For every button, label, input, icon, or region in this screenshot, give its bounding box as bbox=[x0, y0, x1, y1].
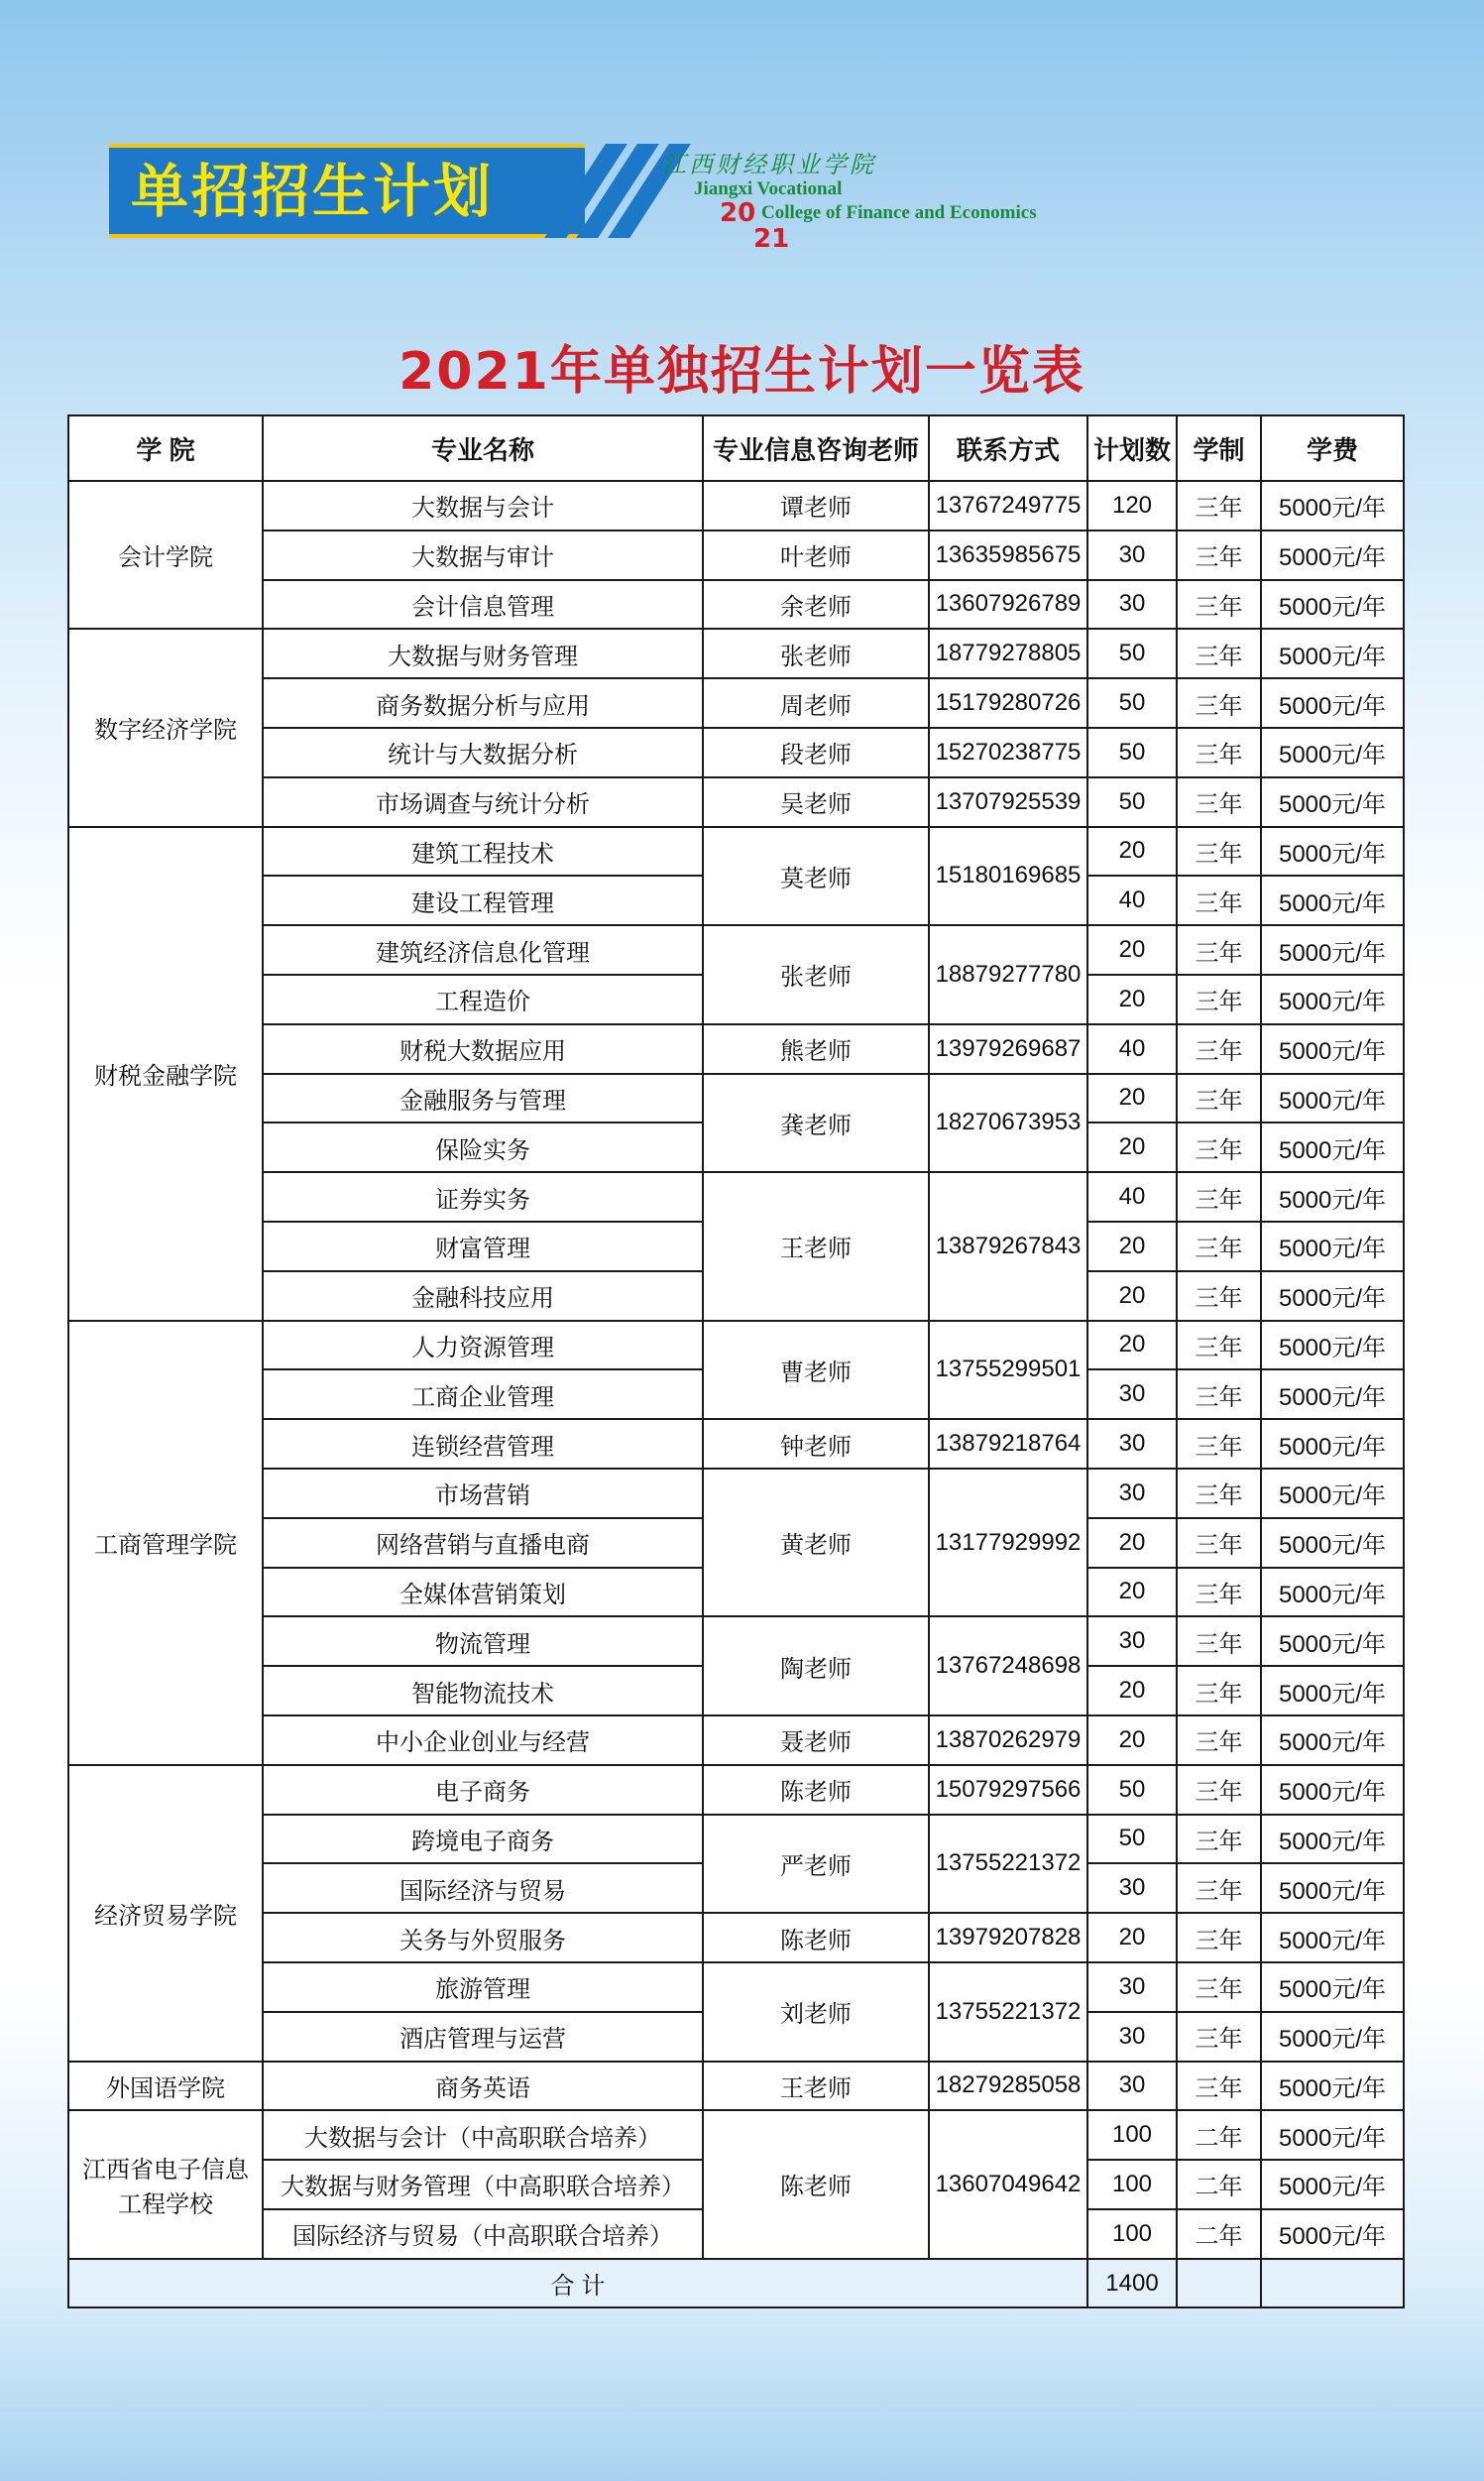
years-cell: 三年 bbox=[1177, 580, 1261, 630]
table-row bbox=[68, 1962, 1404, 2012]
phone-cell: 13767248698 bbox=[929, 1616, 1087, 1715]
phone-cell: 13767249775 bbox=[929, 481, 1087, 531]
major-cell: 工商企业管理 bbox=[263, 1369, 703, 1419]
phone-cell: 15180169685 bbox=[929, 827, 1087, 926]
plan-cell: 50 bbox=[1087, 728, 1177, 777]
fee-cell: 5000元/年 bbox=[1261, 678, 1404, 728]
phone-cell: 13755221372 bbox=[929, 1962, 1087, 2062]
phone-cell: 13979207828 bbox=[929, 1913, 1087, 1962]
table-row bbox=[68, 777, 1404, 827]
header-fee: 学费 bbox=[1261, 415, 1404, 481]
major-cell: 人力资源管理 bbox=[263, 1321, 703, 1370]
plan-cell: 50 bbox=[1087, 1765, 1177, 1815]
phone-cell: 13755221372 bbox=[929, 1815, 1087, 1914]
teacher-cell: 熊老师 bbox=[703, 1024, 929, 1074]
teacher-cell: 刘老师 bbox=[703, 1962, 929, 2062]
fee-cell: 5000元/年 bbox=[1261, 2012, 1404, 2062]
major-cell: 建设工程管理 bbox=[263, 876, 703, 925]
fee-cell: 5000元/年 bbox=[1261, 1369, 1404, 1419]
teacher-cell: 谭老师 bbox=[703, 481, 929, 531]
teacher-cell: 张老师 bbox=[703, 925, 929, 1024]
major-cell: 保险实务 bbox=[263, 1122, 703, 1172]
plan-cell: 30 bbox=[1087, 1469, 1177, 1518]
phone-cell: 13607926789 bbox=[929, 580, 1087, 630]
phone-cell: 18879277780 bbox=[929, 925, 1087, 1024]
header-phone: 联系方式 bbox=[929, 415, 1087, 481]
years-cell: 三年 bbox=[1177, 1715, 1261, 1765]
fee-cell: 5000元/年 bbox=[1261, 531, 1404, 580]
major-cell: 全媒体营销策划 bbox=[263, 1568, 703, 1617]
years-cell: 三年 bbox=[1177, 1962, 1261, 2012]
plan-cell: 20 bbox=[1087, 1122, 1177, 1172]
fee-cell: 5000元/年 bbox=[1261, 2110, 1404, 2160]
years-cell: 三年 bbox=[1177, 1419, 1261, 1469]
major-cell: 网络营销与直播电商 bbox=[263, 1518, 703, 1568]
college-cell: 经济贸易学院 bbox=[68, 1765, 263, 2062]
phone-cell: 13635985675 bbox=[929, 531, 1087, 580]
years-cell: 三年 bbox=[1177, 1122, 1261, 1172]
table-row bbox=[68, 728, 1404, 777]
teacher-cell: 王老师 bbox=[703, 1172, 929, 1320]
fee-cell: 5000元/年 bbox=[1261, 1321, 1404, 1370]
table-row bbox=[68, 827, 1404, 877]
major-cell: 跨境电子商务 bbox=[263, 1815, 703, 1864]
plan-cell: 30 bbox=[1087, 1863, 1177, 1913]
teacher-cell: 余老师 bbox=[703, 580, 929, 630]
major-cell: 连锁经营管理 bbox=[263, 1419, 703, 1469]
header-years: 学制 bbox=[1177, 415, 1261, 481]
major-cell: 大数据与财务管理 bbox=[263, 629, 703, 678]
fee-cell: 5000元/年 bbox=[1261, 2062, 1404, 2111]
plan-cell: 20 bbox=[1087, 1518, 1177, 1568]
teacher-cell: 叶老师 bbox=[703, 531, 929, 580]
fee-cell: 5000元/年 bbox=[1261, 975, 1404, 1024]
school-name-en-line2: College of Finance and Economics bbox=[761, 202, 1037, 223]
plan-cell: 20 bbox=[1087, 925, 1177, 975]
years-cell: 三年 bbox=[1177, 1469, 1261, 1518]
teacher-cell: 曹老师 bbox=[703, 1321, 929, 1420]
plan-cell: 30 bbox=[1087, 1419, 1177, 1469]
major-cell: 大数据与审计 bbox=[263, 531, 703, 580]
years-cell: 三年 bbox=[1177, 1913, 1261, 1962]
years-cell: 三年 bbox=[1177, 1321, 1261, 1370]
plan-cell: 20 bbox=[1087, 1321, 1177, 1370]
fee-cell: 5000元/年 bbox=[1261, 1568, 1404, 1617]
major-cell: 商务数据分析与应用 bbox=[263, 678, 703, 728]
teacher-cell: 陶老师 bbox=[703, 1616, 929, 1715]
table-row bbox=[68, 925, 1404, 975]
years-cell: 三年 bbox=[1177, 1222, 1261, 1271]
total-empty-cell bbox=[1177, 2259, 1261, 2308]
plan-cell: 30 bbox=[1087, 1369, 1177, 1419]
fee-cell: 5000元/年 bbox=[1261, 1962, 1404, 2012]
year-part2: 21 bbox=[753, 224, 790, 254]
plan-cell: 30 bbox=[1087, 1616, 1177, 1666]
major-cell: 市场营销 bbox=[263, 1469, 703, 1518]
plan-cell: 50 bbox=[1087, 1815, 1177, 1864]
plan-cell: 20 bbox=[1087, 1568, 1177, 1617]
table-row bbox=[68, 1469, 1404, 1518]
years-cell: 三年 bbox=[1177, 827, 1261, 877]
phone-cell: 18279285058 bbox=[929, 2062, 1087, 2111]
fee-cell: 5000元/年 bbox=[1261, 1815, 1404, 1864]
phone-cell: 18779278805 bbox=[929, 629, 1087, 678]
fee-cell: 5000元/年 bbox=[1261, 1074, 1404, 1123]
fee-cell: 5000元/年 bbox=[1261, 481, 1404, 531]
major-cell: 证券实务 bbox=[263, 1172, 703, 1222]
fee-cell: 5000元/年 bbox=[1261, 728, 1404, 777]
major-cell: 工程造价 bbox=[263, 975, 703, 1024]
college-cell: 财税金融学院 bbox=[68, 827, 263, 1321]
teacher-cell: 聂老师 bbox=[703, 1715, 929, 1765]
phone-cell: 13755299501 bbox=[929, 1321, 1087, 1420]
plan-cell: 20 bbox=[1087, 1666, 1177, 1715]
fee-cell: 5000元/年 bbox=[1261, 827, 1404, 877]
major-cell: 国际经济与贸易 bbox=[263, 1863, 703, 1913]
plan-cell: 20 bbox=[1087, 1271, 1177, 1321]
table-row bbox=[68, 678, 1404, 728]
fee-cell: 5000元/年 bbox=[1261, 1172, 1404, 1222]
table-row bbox=[68, 481, 1404, 531]
fee-cell: 5000元/年 bbox=[1261, 1616, 1404, 1666]
table-row bbox=[68, 1715, 1404, 1765]
phone-cell: 15079297566 bbox=[929, 1765, 1087, 1815]
teacher-cell: 龚老师 bbox=[703, 1074, 929, 1173]
plan-cell: 30 bbox=[1087, 2062, 1177, 2111]
major-cell: 关务与外贸服务 bbox=[263, 1913, 703, 1962]
banner-title: 单招招生计划 bbox=[131, 158, 495, 225]
plan-cell: 50 bbox=[1087, 678, 1177, 728]
table-row bbox=[68, 1765, 1404, 1815]
years-cell: 三年 bbox=[1177, 1369, 1261, 1419]
table-row bbox=[68, 531, 1404, 580]
years-cell: 三年 bbox=[1177, 1271, 1261, 1321]
major-cell: 建筑工程技术 bbox=[263, 827, 703, 877]
major-cell: 智能物流技术 bbox=[263, 1666, 703, 1715]
phone-cell: 13979269687 bbox=[929, 1024, 1087, 1074]
years-cell: 三年 bbox=[1177, 629, 1261, 678]
table-row bbox=[68, 2062, 1404, 2111]
table-row bbox=[68, 1419, 1404, 1469]
college-cell: 工商管理学院 bbox=[68, 1321, 263, 1765]
plan-cell: 20 bbox=[1087, 975, 1177, 1024]
years-cell: 三年 bbox=[1177, 1024, 1261, 1074]
plan-cell: 20 bbox=[1087, 1074, 1177, 1123]
phone-cell: 15179280726 bbox=[929, 678, 1087, 728]
years-cell: 三年 bbox=[1177, 481, 1261, 531]
major-cell: 统计与大数据分析 bbox=[263, 728, 703, 777]
years-cell: 三年 bbox=[1177, 1666, 1261, 1715]
years-cell: 三年 bbox=[1177, 876, 1261, 925]
major-cell: 电子商务 bbox=[263, 1765, 703, 1815]
major-cell: 商务英语 bbox=[263, 2062, 703, 2111]
years-cell: 三年 bbox=[1177, 975, 1261, 1024]
header-plan: 计划数 bbox=[1087, 415, 1177, 481]
enrollment-plan-table bbox=[67, 414, 1405, 2308]
major-cell: 财税大数据应用 bbox=[263, 1024, 703, 1074]
phone-cell: 13707925539 bbox=[929, 777, 1087, 827]
phone-cell: 18270673953 bbox=[929, 1074, 1087, 1173]
phone-cell: 13177929992 bbox=[929, 1469, 1087, 1616]
plan-cell: 30 bbox=[1087, 1962, 1177, 2012]
plan-cell: 100 bbox=[1087, 2209, 1177, 2259]
college-cell: 外国语学院 bbox=[68, 2062, 263, 2111]
table-row bbox=[68, 629, 1404, 678]
plan-cell: 40 bbox=[1087, 1172, 1177, 1222]
table-row bbox=[68, 2110, 1404, 2160]
fee-cell: 5000元/年 bbox=[1261, 1122, 1404, 1172]
years-cell: 三年 bbox=[1177, 678, 1261, 728]
fee-cell: 5000元/年 bbox=[1261, 1469, 1404, 1518]
major-cell: 酒店管理与运营 bbox=[263, 2012, 703, 2062]
major-cell: 物流管理 bbox=[263, 1616, 703, 1666]
plan-cell: 20 bbox=[1087, 1222, 1177, 1271]
fee-cell: 5000元/年 bbox=[1261, 1518, 1404, 1568]
college-cell: 数字经济学院 bbox=[68, 629, 263, 826]
teacher-cell: 莫老师 bbox=[703, 827, 929, 926]
teacher-cell: 张老师 bbox=[703, 629, 929, 678]
fee-cell: 5000元/年 bbox=[1261, 580, 1404, 630]
total-empty-cell bbox=[1261, 2259, 1404, 2308]
years-cell: 三年 bbox=[1177, 1863, 1261, 1913]
years-cell: 三年 bbox=[1177, 1815, 1261, 1864]
fee-cell: 5000元/年 bbox=[1261, 1913, 1404, 1962]
fee-cell: 5000元/年 bbox=[1261, 1863, 1404, 1913]
major-cell: 大数据与会计（中高职联合培养） bbox=[263, 2110, 703, 2160]
header-major: 专业名称 bbox=[263, 415, 703, 481]
years-cell: 三年 bbox=[1177, 1518, 1261, 1568]
years-cell: 三年 bbox=[1177, 1074, 1261, 1123]
major-cell: 财富管理 bbox=[263, 1222, 703, 1271]
teacher-cell: 吴老师 bbox=[703, 777, 929, 827]
plan-cell: 40 bbox=[1087, 1024, 1177, 1074]
table-row bbox=[68, 580, 1404, 630]
fee-cell: 5000元/年 bbox=[1261, 629, 1404, 678]
table-row bbox=[68, 1616, 1404, 1666]
major-cell: 大数据与财务管理（中高职联合培养） bbox=[263, 2160, 703, 2209]
table-row bbox=[68, 1172, 1404, 1222]
phone-cell: 13879267843 bbox=[929, 1172, 1087, 1320]
teacher-cell: 王老师 bbox=[703, 2062, 929, 2111]
years-cell: 二年 bbox=[1177, 2110, 1261, 2160]
fee-cell: 5000元/年 bbox=[1261, 925, 1404, 975]
table-row bbox=[68, 1024, 1404, 1074]
phone-cell: 13879218764 bbox=[929, 1419, 1087, 1469]
plan-cell: 50 bbox=[1087, 777, 1177, 827]
years-cell: 三年 bbox=[1177, 1568, 1261, 1617]
major-cell: 大数据与会计 bbox=[263, 481, 703, 531]
plan-cell: 100 bbox=[1087, 2160, 1177, 2209]
years-cell: 三年 bbox=[1177, 1616, 1261, 1666]
years-cell: 三年 bbox=[1177, 531, 1261, 580]
teacher-cell: 陈老师 bbox=[703, 1913, 929, 1962]
fee-cell: 5000元/年 bbox=[1261, 1715, 1404, 1765]
plan-cell: 120 bbox=[1087, 481, 1177, 531]
years-cell: 三年 bbox=[1177, 777, 1261, 827]
plan-cell: 20 bbox=[1087, 827, 1177, 877]
major-cell: 市场调查与统计分析 bbox=[263, 777, 703, 827]
major-cell: 金融服务与管理 bbox=[263, 1074, 703, 1123]
years-cell: 三年 bbox=[1177, 1172, 1261, 1222]
total-row bbox=[68, 2259, 1404, 2308]
fee-cell: 5000元/年 bbox=[1261, 2160, 1404, 2209]
years-cell: 三年 bbox=[1177, 925, 1261, 975]
fee-cell: 5000元/年 bbox=[1261, 1271, 1404, 1321]
total-value: 1400 bbox=[1087, 2259, 1177, 2308]
plan-cell: 30 bbox=[1087, 2012, 1177, 2062]
phone-cell: 13607049642 bbox=[929, 2110, 1087, 2258]
years-cell: 二年 bbox=[1177, 2160, 1261, 2209]
college-cell: 会计学院 bbox=[68, 481, 263, 629]
years-cell: 三年 bbox=[1177, 1765, 1261, 1815]
teacher-cell: 严老师 bbox=[703, 1815, 929, 1914]
fee-cell: 5000元/年 bbox=[1261, 777, 1404, 827]
major-cell: 国际经济与贸易（中高职联合培养） bbox=[263, 2209, 703, 2259]
plan-cell: 50 bbox=[1087, 629, 1177, 678]
plan-cell: 40 bbox=[1087, 876, 1177, 925]
header-college: 学 院 bbox=[68, 415, 263, 481]
table-row bbox=[68, 1074, 1404, 1123]
major-cell: 旅游管理 bbox=[263, 1962, 703, 2012]
teacher-cell: 黄老师 bbox=[703, 1469, 929, 1616]
phone-cell: 15270238775 bbox=[929, 728, 1087, 777]
teacher-cell: 钟老师 bbox=[703, 1419, 929, 1469]
plan-cell: 20 bbox=[1087, 1715, 1177, 1765]
fee-cell: 5000元/年 bbox=[1261, 2209, 1404, 2259]
years-cell: 三年 bbox=[1177, 2062, 1261, 2111]
teacher-cell: 段老师 bbox=[703, 728, 929, 777]
table-row bbox=[68, 1321, 1404, 1370]
plan-cell: 30 bbox=[1087, 580, 1177, 630]
fee-cell: 5000元/年 bbox=[1261, 1024, 1404, 1074]
school-name-cn: 江西财经职业学院 bbox=[662, 151, 876, 178]
fee-cell: 5000元/年 bbox=[1261, 1666, 1404, 1715]
table-header-row bbox=[68, 415, 1404, 481]
major-cell: 建筑经济信息化管理 bbox=[263, 925, 703, 975]
plan-cell: 30 bbox=[1087, 531, 1177, 580]
table-row bbox=[68, 1815, 1404, 1864]
teacher-cell: 陈老师 bbox=[703, 1765, 929, 1815]
plan-cell: 20 bbox=[1087, 1913, 1177, 1962]
banner bbox=[109, 144, 585, 238]
major-cell: 中小企业创业与经营 bbox=[263, 1715, 703, 1765]
header-teacher: 专业信息咨询老师 bbox=[703, 415, 929, 481]
years-cell: 三年 bbox=[1177, 728, 1261, 777]
fee-cell: 5000元/年 bbox=[1261, 1222, 1404, 1271]
year-part1: 20 bbox=[720, 198, 756, 228]
plan-cell: 100 bbox=[1087, 2110, 1177, 2160]
page-title: 2021年单独招生计划一览表 bbox=[399, 342, 1085, 402]
major-cell: 会计信息管理 bbox=[263, 580, 703, 630]
total-label: 合 计 bbox=[68, 2259, 1087, 2308]
years-cell: 二年 bbox=[1177, 2209, 1261, 2259]
major-cell: 金融科技应用 bbox=[263, 1271, 703, 1321]
years-cell: 三年 bbox=[1177, 2012, 1261, 2062]
teacher-cell: 周老师 bbox=[703, 678, 929, 728]
fee-cell: 5000元/年 bbox=[1261, 1765, 1404, 1815]
college-cell: 江西省电子信息工程学校 bbox=[68, 2110, 263, 2258]
teacher-cell: 陈老师 bbox=[703, 2110, 929, 2258]
phone-cell: 13870262979 bbox=[929, 1715, 1087, 1765]
table-row bbox=[68, 1913, 1404, 1962]
fee-cell: 5000元/年 bbox=[1261, 876, 1404, 925]
school-name-en-line1: Jiangxi Vocational bbox=[694, 178, 843, 199]
fee-cell: 5000元/年 bbox=[1261, 1419, 1404, 1469]
